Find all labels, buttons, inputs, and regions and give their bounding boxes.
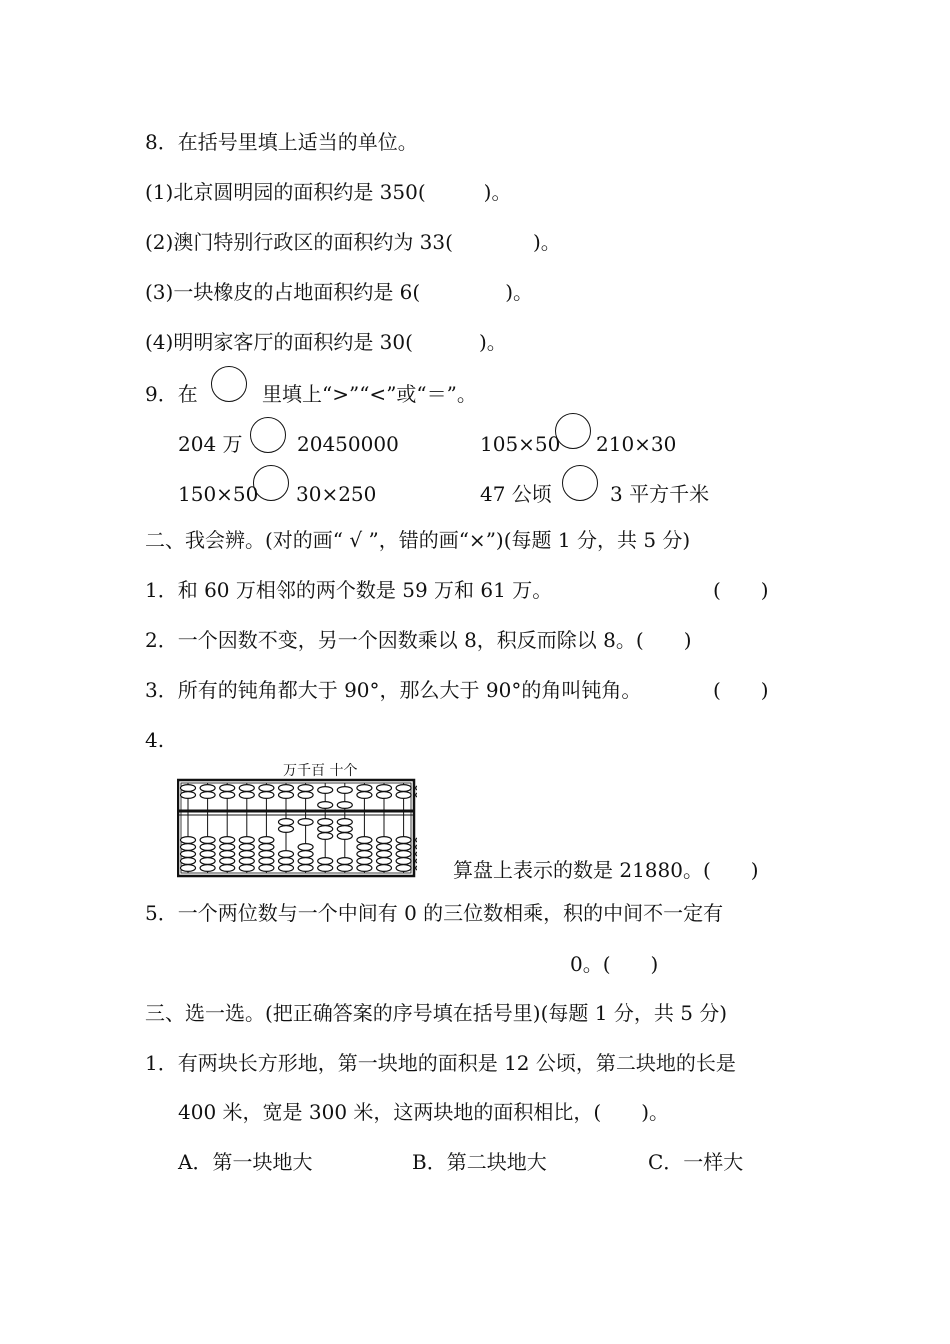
abacus-bead xyxy=(377,844,392,851)
q8-item-3 xyxy=(145,278,533,306)
abacus-bead xyxy=(377,792,392,799)
abacus-bead xyxy=(298,792,313,799)
q9-compare-1-circle[interactable] xyxy=(250,417,286,453)
q8-item-4-suffix: )。 xyxy=(478,330,507,354)
abacus-bead xyxy=(298,785,313,792)
q8-item-3-prefix: (3)一块橡皮的占地面积约是 6( xyxy=(145,280,421,304)
abacus-bead xyxy=(337,819,352,826)
abacus-bead xyxy=(318,802,333,809)
abacus-bead xyxy=(298,858,313,865)
s3-option-a[interactable]: A．第一块地大 xyxy=(178,1150,313,1174)
abacus-bead xyxy=(396,837,411,844)
abacus-bead xyxy=(396,844,411,851)
abacus-bead xyxy=(181,837,196,844)
abacus-bead xyxy=(318,865,333,872)
q8-item-2 xyxy=(145,228,561,256)
abacus-bead xyxy=(200,851,215,858)
abacus-bead xyxy=(220,865,235,872)
abacus-bead xyxy=(181,851,196,858)
s2-item-3-text: 3．所有的钝角都大于 90°，那么大于 90°的角叫钝角。 xyxy=(145,678,642,702)
abacus-bead xyxy=(416,785,417,792)
q9-compare-4-circle[interactable] xyxy=(562,465,598,501)
q8-item-4 xyxy=(145,328,507,356)
abacus-bead xyxy=(416,837,417,844)
abacus-bead xyxy=(200,785,215,792)
abacus-bead xyxy=(416,851,417,858)
abacus-bead xyxy=(377,858,392,865)
abacus-bead xyxy=(337,826,352,833)
q9-compare-4-left: 47 公顷 xyxy=(480,482,552,506)
abacus-bead xyxy=(396,785,411,792)
abacus-bead xyxy=(239,844,254,851)
abacus-bead xyxy=(416,844,417,851)
abacus-bead xyxy=(357,837,372,844)
abacus-bead xyxy=(259,865,274,872)
q8-item-2-prefix: (2)澳门特别行政区的面积约为 33( xyxy=(145,230,453,254)
abacus-bead xyxy=(337,858,352,865)
abacus-bead xyxy=(298,819,313,826)
abacus-bead xyxy=(416,858,417,865)
compare-circle-icon xyxy=(211,366,247,402)
abacus-bead xyxy=(357,865,372,872)
abacus-bead xyxy=(318,858,333,865)
abacus-bead xyxy=(239,792,254,799)
abacus-bead xyxy=(337,802,352,809)
abacus-bead xyxy=(377,785,392,792)
abacus-bead xyxy=(220,792,235,799)
abacus-bead xyxy=(377,851,392,858)
q9-prompt-prefix: 9．在 xyxy=(145,382,198,406)
abacus-bead xyxy=(220,858,235,865)
abacus-bead xyxy=(298,844,313,851)
abacus-bead xyxy=(181,792,196,799)
abacus-bead xyxy=(318,787,333,794)
abacus-bead xyxy=(259,837,274,844)
abacus-bead xyxy=(279,851,294,858)
abacus-bead xyxy=(416,792,417,799)
q9-compare-3-right: 30×250 xyxy=(296,482,377,506)
abacus-bead xyxy=(377,865,392,872)
abacus-bead xyxy=(396,865,411,872)
abacus-bead xyxy=(200,844,215,851)
q8-item-2-suffix: )。 xyxy=(532,230,561,254)
q8-item-1-prefix: (1)北京圆明园的面积约是 350( xyxy=(145,180,426,204)
s3-q1-line1: 1．有两块长方形地，第一块地的面积是 12 公顷，第二块地的长是 xyxy=(145,1051,736,1075)
q9-compare-3-circle[interactable] xyxy=(253,465,289,501)
s2-item-1-text: 1．和 60 万相邻的两个数是 59 万和 61 万。 xyxy=(145,578,553,602)
section3-heading: 三、选一选。(把正确答案的序号填在括号里)(每题 1 分，共 5 分) xyxy=(145,1001,728,1025)
abacus-bead xyxy=(279,792,294,799)
abacus-bead xyxy=(220,785,235,792)
q9-compare-1-left: 204 万 xyxy=(178,432,243,456)
abacus-bead xyxy=(337,787,352,794)
abacus-bead xyxy=(259,844,274,851)
abacus-bead xyxy=(318,833,333,840)
abacus-bead xyxy=(259,792,274,799)
abacus-bead xyxy=(279,858,294,865)
abacus-bead xyxy=(220,844,235,851)
abacus-bead xyxy=(318,826,333,833)
abacus-bead xyxy=(357,851,372,858)
abacus-caption-line xyxy=(453,856,759,884)
q9-compare-2-circle[interactable] xyxy=(555,413,591,449)
abacus-figure xyxy=(177,762,417,884)
abacus-bead xyxy=(298,865,313,872)
abacus-bead xyxy=(357,792,372,799)
abacus-bead xyxy=(279,819,294,826)
abacus-bead xyxy=(377,837,392,844)
q8-title: 8．在括号里填上适当的单位。 xyxy=(145,130,418,154)
q9-compare-1-right: 20450000 xyxy=(297,432,399,456)
abacus-bead xyxy=(279,826,294,833)
s2-item-2 xyxy=(145,626,692,654)
abacus-place-labels: 万千百 十个 xyxy=(283,763,358,779)
abacus-bead xyxy=(200,837,215,844)
abacus-bead xyxy=(357,858,372,865)
s3-option-c[interactable]: C．一样大 xyxy=(648,1150,744,1174)
abacus-bead xyxy=(357,844,372,851)
s2-item-3-paren[interactable]: ( ) xyxy=(713,678,769,702)
q8-item-1-suffix: )。 xyxy=(483,180,512,204)
abacus-bead xyxy=(396,851,411,858)
abacus-bead xyxy=(239,851,254,858)
abacus-bead xyxy=(239,785,254,792)
abacus-bead xyxy=(200,792,215,799)
abacus-bead xyxy=(181,858,196,865)
abacus-drawing xyxy=(177,762,417,880)
q8-item-1 xyxy=(145,178,511,206)
q8-item-3-suffix: )。 xyxy=(505,280,534,304)
q9-compare-2-left: 105×50 xyxy=(480,432,561,456)
abacus-bead xyxy=(318,819,333,826)
abacus-paren[interactable]: ( ) xyxy=(702,858,759,882)
abacus-bead xyxy=(200,858,215,865)
s2-item-2-text: 2．一个因数不变，另一个因数乘以 8，积反而除以 8。 xyxy=(145,628,636,652)
abacus-bead xyxy=(279,785,294,792)
abacus-bead xyxy=(220,851,235,858)
s2-item-2-paren[interactable]: ( ) xyxy=(635,628,692,652)
section2-heading: 二、我会辨。(对的画“ √ ”，错的画“×”)(每题 1 分，共 5 分) xyxy=(145,528,691,552)
abacus-bead xyxy=(396,858,411,865)
q9-compare-3-left: 150×50 xyxy=(178,482,259,506)
abacus-bead xyxy=(239,858,254,865)
abacus-caption: 算盘上表示的数是 21880。 xyxy=(453,858,703,882)
abacus-bead xyxy=(357,785,372,792)
s3-option-b[interactable]: B．第二块地大 xyxy=(412,1150,547,1174)
q9-compare-2-right: 210×30 xyxy=(596,432,677,456)
abacus-bead xyxy=(239,837,254,844)
abacus-bead xyxy=(220,837,235,844)
s2-item-5-cont[interactable]: 0。( ) xyxy=(570,952,659,976)
s2-item-1-paren[interactable]: ( ) xyxy=(713,578,769,602)
abacus-bead xyxy=(259,851,274,858)
abacus-bead xyxy=(181,865,196,872)
q9-compare-4-right: 3 平方千米 xyxy=(610,482,710,506)
abacus-bead xyxy=(259,858,274,865)
s3-q1-line2: 400 米，宽是 300 米，这两块地的面积相比，( )。 xyxy=(178,1100,670,1124)
abacus-bead xyxy=(181,844,196,851)
abacus-bead xyxy=(416,865,417,872)
abacus-bead xyxy=(337,833,352,840)
abacus-bead xyxy=(259,785,274,792)
s2-item-4-label: 4. xyxy=(145,728,165,752)
abacus-bead xyxy=(181,785,196,792)
abacus-bead xyxy=(239,865,254,872)
abacus-bead xyxy=(337,865,352,872)
abacus-bead xyxy=(298,851,313,858)
q8-item-4-prefix: (4)明明家客厅的面积约是 30( xyxy=(145,330,413,354)
abacus-bead xyxy=(396,792,411,799)
abacus-bead xyxy=(200,865,215,872)
s2-item-5-text: 5．一个两位数与一个中间有 0 的三位数相乘，积的中间不一定有 xyxy=(145,901,724,925)
q9-prompt-suffix: 里填上“>”“<”或“＝”。 xyxy=(262,382,477,406)
abacus-bead xyxy=(279,865,294,872)
